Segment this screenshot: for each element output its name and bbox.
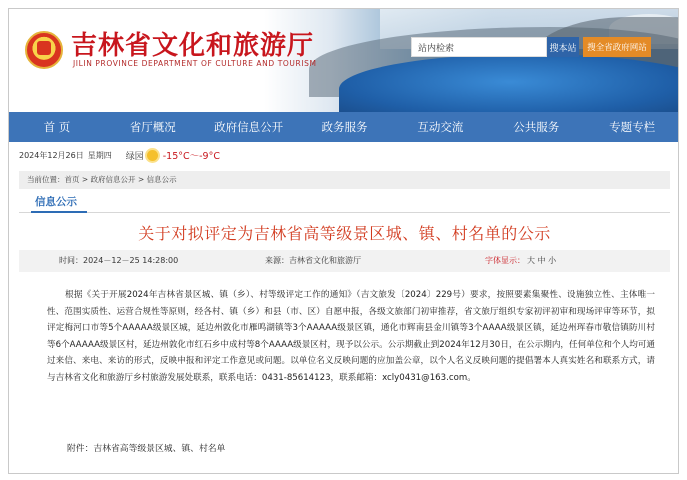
time-value: 2024－12－25 14:28:00	[83, 256, 179, 265]
section-title[interactable]: 信息公示	[35, 196, 77, 208]
search-site-button[interactable]: 搜本站	[547, 37, 579, 57]
breadcrumb-link-gov-info[interactable]: 政府信息公开	[90, 175, 136, 184]
breadcrumb-link-home[interactable]: 首页	[64, 175, 80, 184]
breadcrumb-current[interactable]: 信息公示	[146, 175, 177, 184]
section-accent-bar	[31, 211, 87, 213]
search-gov-sites-button[interactable]: 搜全省政府网站	[583, 37, 651, 57]
font-size-options[interactable]: 大 中 小	[527, 256, 557, 265]
nav-item-interaction[interactable]: 互动交流	[417, 120, 464, 134]
time-label: 时间：	[59, 256, 83, 265]
article-title: 关于对拟评定为吉林省高等级景区城、镇、村名单的公示	[138, 224, 551, 243]
breadcrumb-label: 当前位置：	[27, 175, 65, 184]
source-label: 来源：	[265, 256, 289, 265]
site-subtitle: JILIN PROVINCE DEPARTMENT OF CULTURE AND TOURISM	[73, 59, 317, 68]
attachment-link[interactable]: 附件：吉林省高等级景区城、镇、村名单	[67, 444, 226, 454]
nav-item-overview[interactable]: 省厅概况	[129, 120, 176, 134]
header-banner	[9, 9, 679, 112]
weekday: 星期四	[87, 150, 112, 160]
search-input[interactable]	[411, 37, 547, 57]
current-date: 2024年12月26日	[19, 150, 84, 160]
breadcrumb-separator: >	[135, 175, 147, 184]
breadcrumb-separator: >	[79, 175, 91, 184]
breadcrumb	[19, 171, 670, 189]
main-nav	[9, 112, 679, 142]
article-source	[265, 250, 361, 272]
article-body: 根据《关于开展2024年吉林省景区城、镇（乡）、村等级评定工作的通知》（吉文旅发〔2024〕229号）要求，按照要素集聚性、设施独立性、主体唯一性、范围实质性、运营合规性等原则，经各村、镇（乡）和县（市、区）自愿申报，各级文旅部门初审推荐，省文旅厅组织专家初评初审和现场评审等环节，拟评定梅河口市等5个AAAAA级景区城，延边州敦化市雁鸣湖镇等3个AAAAA级景区镇，通化市辉南县金川镇等3个AAAA级景区镇，延边州珲春市敬信镇防川村等6个AAAAA级景区村，延边州敦化市红石乡中成村等8个AAAA级景区村，现予以公示。公示期截止到2024年12月30日，在公示期内，任何单位和个人均可通过来信、来电、来访的形式，反映申报和评定工作意见或问题。以单位名义反映问题的应加盖公章，以个人名义反映问题的提倡署本人真实姓名和联系方式，请与吉林省文化和旅游厅乡村旅游发展处联系，联系电话：0431-85614123，联系邮箱：xcly0431@163.com。	[47, 290, 655, 383]
source-value: 吉林省文化和旅游厅	[289, 256, 361, 265]
date-weather-bar	[19, 146, 220, 164]
weather-city: 绿园	[125, 151, 144, 162]
temperature: -15°C～-9°C	[162, 151, 220, 162]
sun-icon	[147, 150, 158, 161]
article-time	[59, 250, 178, 272]
site-title[interactable]: 吉林省文化和旅游厅	[71, 31, 315, 61]
page-frame	[8, 8, 679, 474]
nav-item-home[interactable]: 首 页	[43, 120, 71, 134]
section-divider	[19, 212, 670, 213]
national-emblem-icon	[25, 31, 63, 69]
font-size-label: 字体显示：	[485, 256, 525, 265]
nav-item-public-services[interactable]: 公共服务	[513, 120, 560, 134]
nav-item-gov-info[interactable]: 政府信息公开	[214, 120, 284, 134]
article-meta-bar	[19, 250, 670, 272]
nav-item-special-topics[interactable]: 专题专栏	[609, 120, 656, 134]
nav-item-gov-services[interactable]: 政务服务	[321, 120, 368, 134]
